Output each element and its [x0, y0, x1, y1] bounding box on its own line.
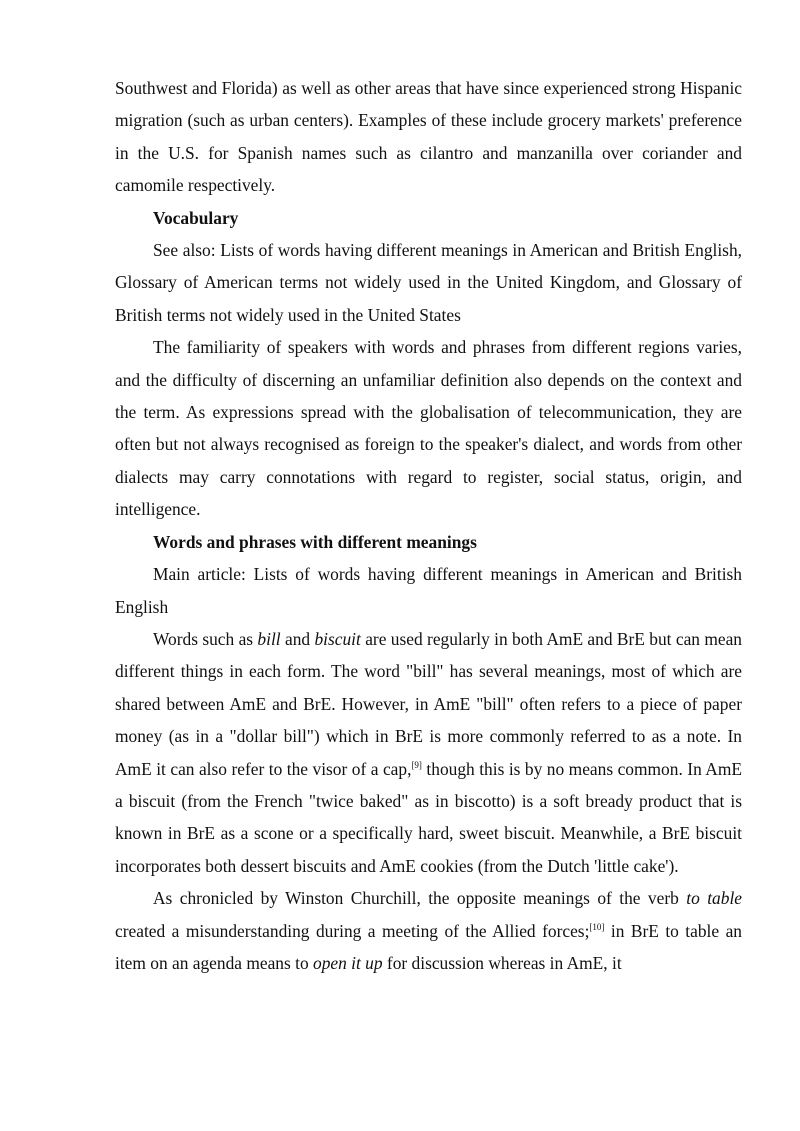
text-run: Words such as	[153, 628, 258, 649]
italic-term-to-table: to table	[686, 888, 742, 909]
italic-term-bill: bill	[257, 628, 281, 649]
heading-vocabulary: Vocabulary	[153, 207, 239, 228]
paragraph-see-also: See also: Lists of words having different meanings in American and British English, Glossary of American terms not widely used in the United Kingdom, and Glossary of British terms not widely used in the United States	[115, 240, 742, 325]
text-run: As chronicled by Winston Churchill, the opposite meanings of the verb	[153, 888, 687, 909]
text-run: are used regularly in both AmE and BrE but can mean different things in each form. The word "bill" has several meanings, most of which are shared between AmE and BrE. However, in AmE "bill" often refers to a piece of paper money (as in a "dollar bill") which in BrE is more commonly referred to as a note. In AmE it can also refer to the visor of a cap,	[115, 628, 743, 779]
document-page	[115, 72, 742, 979]
citation-ref-10[interactable]: [10]	[589, 921, 605, 932]
citation-ref-9[interactable]: [9]	[411, 759, 422, 770]
paragraph-main-article: Main article: Lists of words having different meanings in American and British English	[115, 564, 742, 617]
text-run: created a misunderstanding during a meeting of the Allied forces;	[115, 920, 590, 941]
text-run: and	[280, 628, 315, 649]
paragraph-churchill	[115, 882, 742, 979]
text-run: in BrE to table an item on an agenda means to	[115, 920, 742, 973]
italic-phrase-open-it-up: open it up	[313, 952, 383, 973]
italic-term-biscuit: biscuit	[314, 628, 361, 649]
paragraph-bill-biscuit	[115, 623, 742, 882]
paragraph-intro: Southwest and Florida) as well as other areas that have since experienced strong Hispanic migration (such as urban centers). Examples of these include grocery markets' preference in the U.S. for Spanish names such as cilantro and manzanilla over coriander and camomile respectively.	[115, 78, 742, 196]
paragraph-familiarity: The familiarity of speakers with words and phrases from different regions varies, and the difficulty of discerning an unfamiliar definition also depends on the context and the term. As expressions spread with the globalisation of telecommunication, they are often but not always recognised as foreign to the speaker's dialect, and words from other dialects may carry connotations with regard to register, social status, origin, and intelligence.	[115, 337, 742, 520]
text-run: for discussion whereas in AmE, it	[382, 952, 622, 973]
heading-words-and-phrases: Words and phrases with different meanings	[153, 531, 477, 552]
text-run: though this is by no means common. In AmE a biscuit (from the French "twice baked" as in biscotto) is a soft bready product that is known in BrE as a scone or a specifically hard, sweet biscuit. Meanwhile, a BrE biscuit incorporates both dessert biscuits and AmE cookies (from the Dutch 'little cake').	[115, 758, 742, 876]
